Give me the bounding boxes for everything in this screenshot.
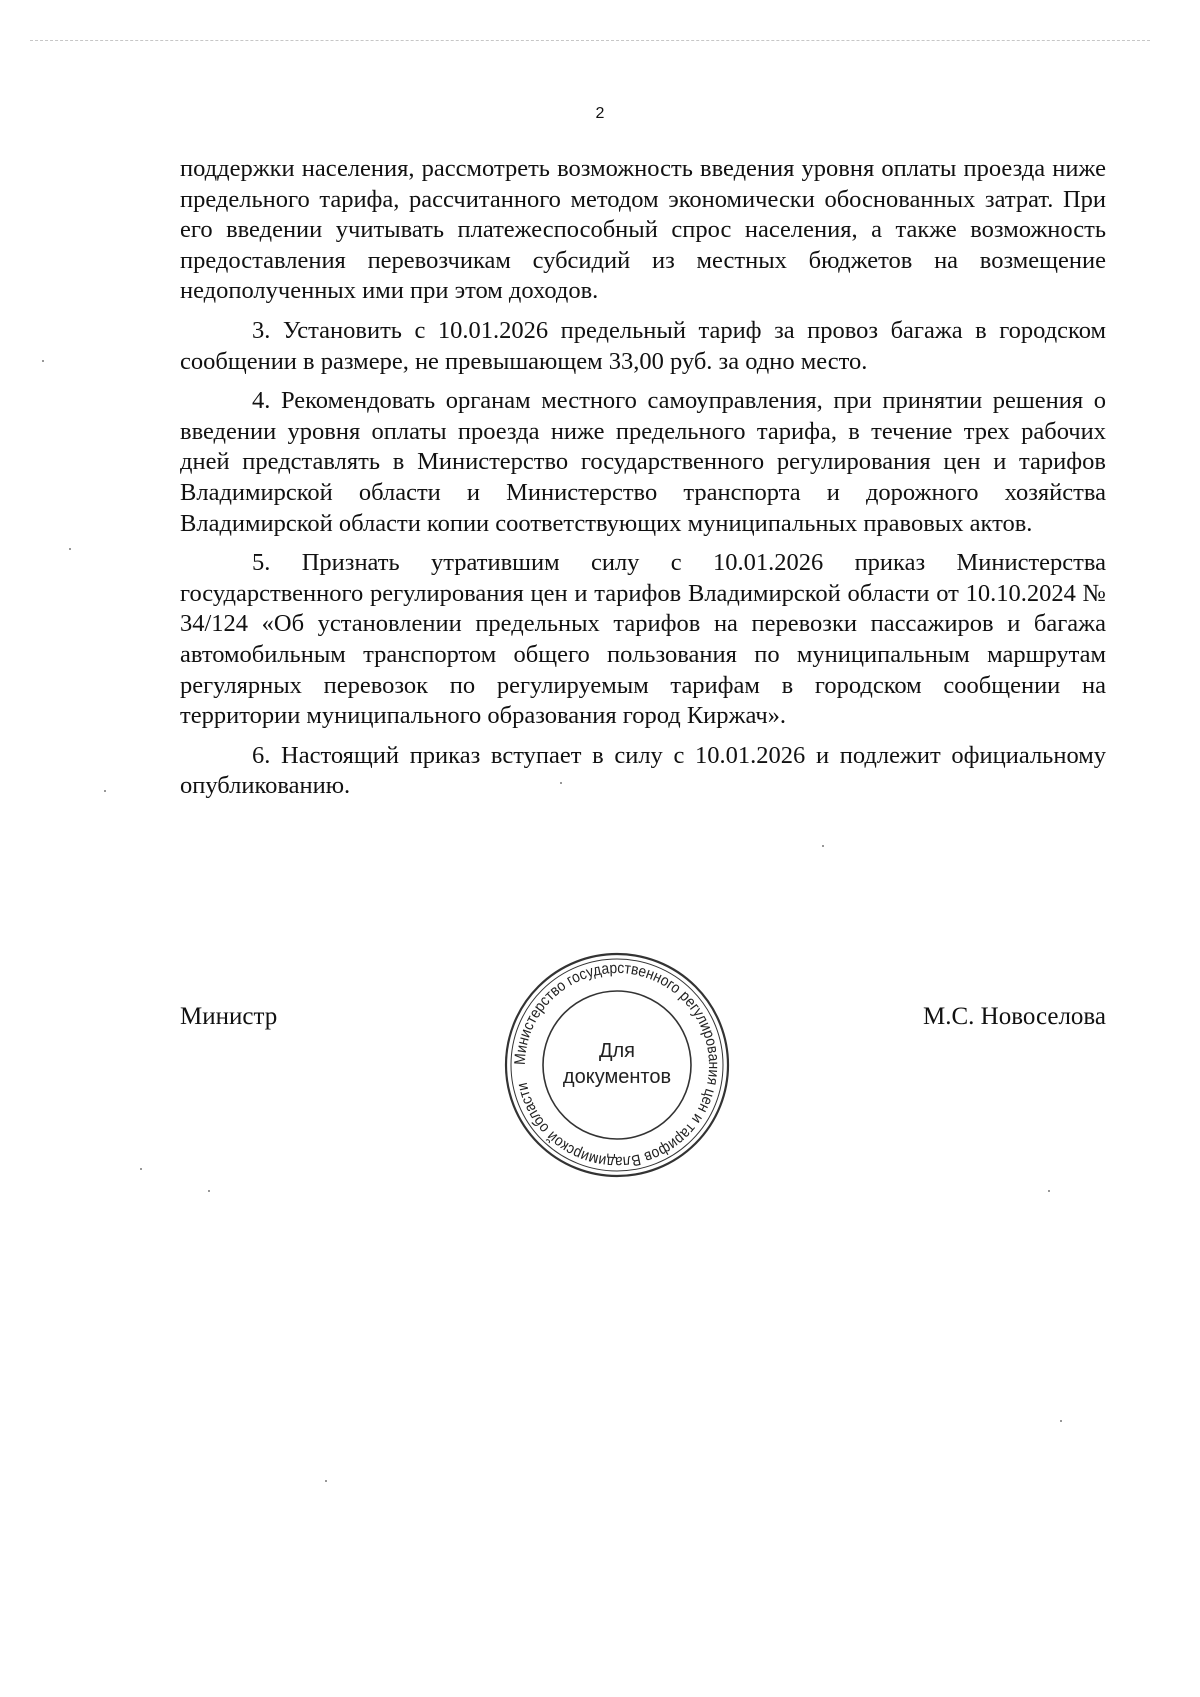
seal-ring-text-path: Министерство государственного регулирования цен и тарифов Владимирской области [511, 959, 723, 1171]
scan-speck [208, 1190, 210, 1192]
official-seal [502, 950, 732, 1180]
page-number: 2 [595, 105, 605, 122]
document-body [180, 154, 1106, 811]
paragraph-item-5: 5. Признать утратившим силу с 10.01.2026 приказ Министерства государственного регулирования цен и тарифов Владимирской области от 10.10.2024 № 34/124 «Об установлении предельных тарифов на перевозки пассажиров и багажа автомобильным транспортом общего пользования по муниципальным маршрутам регулярных перевозок по регулируемым тарифам в городском сообщении на территории муниципального образования город Киржач». [180, 549, 1106, 730]
signatory-name: М.С. Новоселова [922, 1003, 1106, 1030]
scan-speck [140, 1168, 142, 1170]
scan-speck [325, 1480, 327, 1482]
seal-center-line-2: документов [562, 1066, 672, 1088]
paragraph-item-6: 6. Настоящий приказ вступает в силу с 10.01.2026 и подлежит официальному опубликованию. [180, 741, 1106, 800]
scan-speck [1048, 1190, 1050, 1192]
seal-center-text [502, 1038, 732, 1090]
scan-speck [822, 845, 824, 847]
signatory-title: Министр [180, 1003, 278, 1030]
paragraph-item-3: 3. Установить с 10.01.2026 предельный тариф за провоз багажа в городском сообщении в размере, не превышающем 33,00 руб. за одно место. [180, 316, 1106, 375]
paragraph-item-4: 4. Рекомендовать органам местного самоуправления, при принятии решения о введении уровня оплаты проезда ниже предельного тарифа, в течение трех рабочих дней представлять в Министерство государственного регулирования цен и тарифов Владимирской области и Министерство транспорта и дорожного хозяйства Владимирской области копии соответствующих муниципальных правовых актов. [180, 387, 1106, 537]
paragraph-continuation: поддержки населения, рассмотреть возможность введения уровня оплаты проезда ниже предельного тарифа, рассчитанного методом экономически обоснованных затрат. При его введении учитывать платежеспособный спрос населения, а также возможность предоставления перевозчикам субсидий из местных бюджетов на возмещение недополученных ими при этом доходов. [180, 155, 1106, 305]
seal-center-line-1: Для [598, 1040, 636, 1062]
scan-speck [104, 790, 106, 792]
scan-speck [69, 548, 71, 550]
scan-speck [42, 360, 44, 362]
scan-speck [560, 782, 562, 784]
scan-edge-line [30, 40, 1150, 41]
scan-speck [1060, 1420, 1062, 1422]
